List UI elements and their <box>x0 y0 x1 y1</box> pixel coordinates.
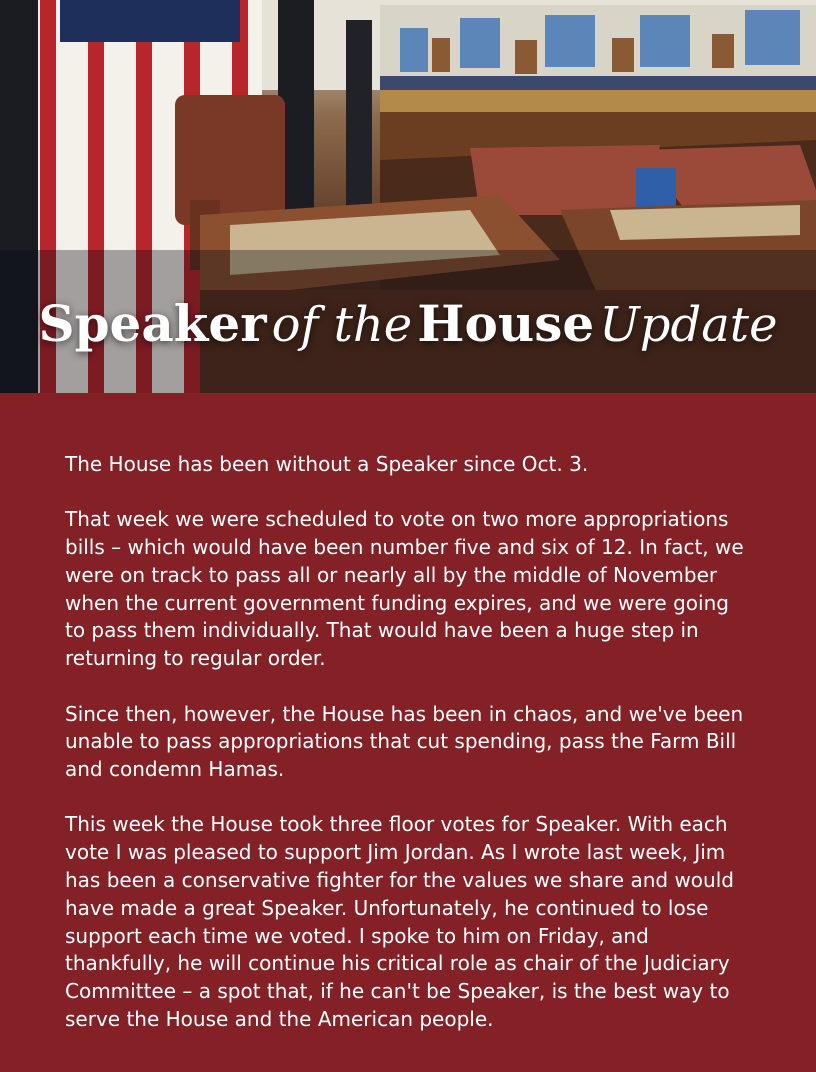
title-of-the: of the <box>271 297 413 353</box>
page-title <box>0 294 816 353</box>
title-house: House <box>417 294 595 353</box>
paragraph-3: Since then, however, the House has been in chaos, and we've been unable to pass appropriations that cut spending, pass the Farm Bill and condemn Hamas. <box>65 701 744 782</box>
paragraph-2: That week we were scheduled to vote on two more appropriations bills – which would have been number five and six of 12. In fact, we were on track to pass all or nearly all by the middle of November when the current government funding expires, and we were going to pass them individually. That would have been a huge step in returning to regular order. <box>65 507 744 671</box>
paragraph-1: The House has been without a Speaker since Oct. 3. <box>65 452 589 476</box>
hero-banner <box>0 0 816 393</box>
title-speaker: Speaker <box>38 294 267 353</box>
update-body <box>65 451 755 1061</box>
title-update: Update <box>599 297 778 353</box>
paragraph-4: This week the House took three floor votes for Speaker. With each vote I was pleased to support Jim Jordan. As I wrote last week, Jim has been a conservative fighter for the values we share and would have made a great Speaker. Unfortunately, he continued to lose support each time we voted. I spoke to him on Friday, and thankfully, he will continue his critical role as chair of the Judiciary Committee – a spot that, if he can't be Speaker, is the best way to serve the House and the American people. <box>65 812 734 1032</box>
